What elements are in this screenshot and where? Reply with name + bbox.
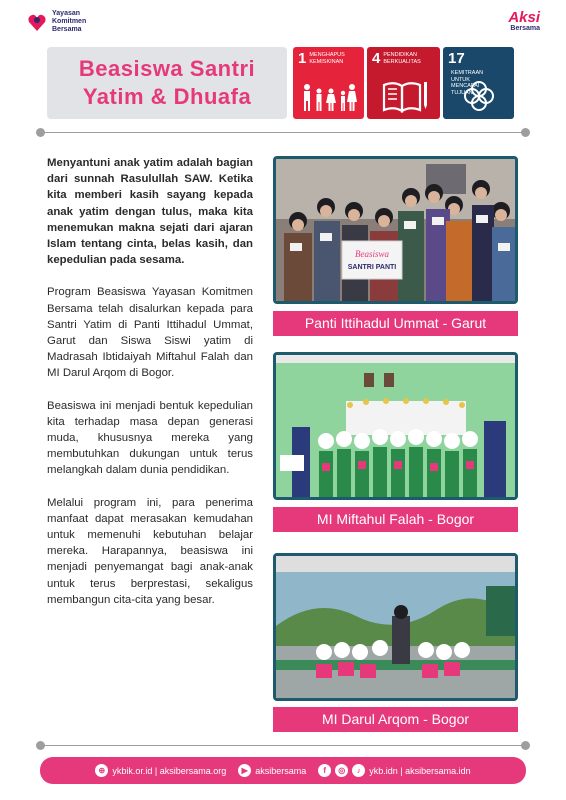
- top-divider: [40, 132, 526, 133]
- tiktok-icon: ♪: [352, 764, 365, 777]
- body-paragraph: Beasiswa ini menjadi bentuk kepedulian kita terhadap masa depan generasi muda, khususnya mereka yang membutuhkan dukungan untuk terus melangkah dalam dunia pendidikan.: [47, 399, 253, 477]
- brand-line-2: Bersama: [510, 25, 540, 32]
- org-line-1: Yayasan: [52, 10, 81, 17]
- facebook-icon: f: [318, 764, 331, 777]
- ykb-logo-text: [52, 10, 102, 34]
- title-line-2: Yatim & Dhuafa: [82, 84, 252, 109]
- article-text: [47, 155, 253, 624]
- sdg-label: MENGHAPUS KEMISKINAN: [309, 52, 345, 65]
- footer-social-group: [318, 764, 470, 777]
- caption-darul-arqom: MI Darul Arqom - Bogor: [273, 707, 518, 732]
- title-box: [47, 47, 287, 119]
- bottom-divider: [40, 745, 526, 746]
- partnership-rings-icon: [462, 79, 496, 113]
- instagram-icon: ◎: [335, 764, 348, 777]
- globe-icon: ⊕: [95, 764, 108, 777]
- brand-line-1: Aksi: [508, 9, 540, 26]
- classroom-photo-image: [276, 556, 515, 698]
- sdg-label: KEMITRAAN UNTUK MENCAPAI TUJUAN: [451, 70, 484, 96]
- book-pencil-icon: [380, 79, 428, 113]
- footer-web-text[interactable]: ykbik.or.id | aksibersama.org: [112, 765, 227, 776]
- body-paragraph: Melalui program ini, para penerima manfaat dapat merasakan kemudahan untuk memenuhi kebutuhan belajar mereka. Harapannya, beasiswa ini menjadi penyemangat bagi anak-anak untuk terus berprestasi, sekaligus membangun cita-cita yang besar.: [47, 496, 253, 606]
- org-line-2: Komitmen: [52, 18, 87, 25]
- footer-bar: [40, 757, 526, 784]
- org-line-3: Bersama: [52, 26, 82, 33]
- family-icon: [301, 83, 357, 113]
- caption-miftahul-falah: MI Miftahul Falah - Bogor: [273, 507, 518, 532]
- photo-sign-line-1: Beasiswa: [354, 249, 390, 259]
- sdg-number: 1: [298, 50, 307, 67]
- footer-youtube-text[interactable]: aksibersama: [255, 765, 307, 776]
- caption-panti-garut: Panti Ittihadul Ummat - Garut: [273, 311, 518, 336]
- body-paragraph: Program Beasiswa Yayasan Komitmen Bersama telah disalurkan kepada para Santri Yatim di Panti Ittihadul Ummat, Garut dan Siswa Siswi yatim di Madrasah Ibtidaiyah Miftahul Falah dan MI Darul Arqom di Bogor.: [47, 286, 253, 380]
- sdg-label: PENDIDIKAN BERKUALITAS: [383, 52, 421, 65]
- photo-miftahul-falah: [273, 352, 518, 500]
- sdg-1-tile: [293, 47, 364, 119]
- photo-darul-arqom: [273, 553, 518, 701]
- ykb-logo: [26, 10, 102, 34]
- sdg-number: 4: [372, 50, 381, 67]
- classroom-photo-image: [276, 355, 515, 497]
- photo-sign-line-2: SANTRI PANTI: [347, 264, 397, 271]
- intro-paragraph: Menyantuni anak yatim adalah bagian dari sunnah Rasulullah SAW. Ketika kita memberi kasih sayang kepada anak yatim dengan tulus, maka kita menemukan makna sejati dari ajaran Islam tentang cinta, belas kasih, dan kepedulian pada sesama.: [47, 157, 253, 267]
- footer-web-group: [95, 764, 226, 777]
- photo-panti-garut: [273, 156, 518, 304]
- sdg-number: 17: [448, 50, 465, 67]
- youtube-icon: ▶: [238, 764, 251, 777]
- sdg-4-tile: [367, 47, 440, 119]
- sdg-17-tile: [443, 47, 514, 119]
- footer-social-text[interactable]: ykb.idn | aksibersama.idn: [369, 765, 471, 776]
- group-photo-image: [276, 159, 515, 301]
- title-line-1: Beasiswa Santri: [78, 56, 256, 81]
- aksi-bersama-logo: [508, 10, 540, 33]
- ykb-logo-icon: [26, 11, 48, 33]
- footer-youtube-group: [238, 764, 306, 777]
